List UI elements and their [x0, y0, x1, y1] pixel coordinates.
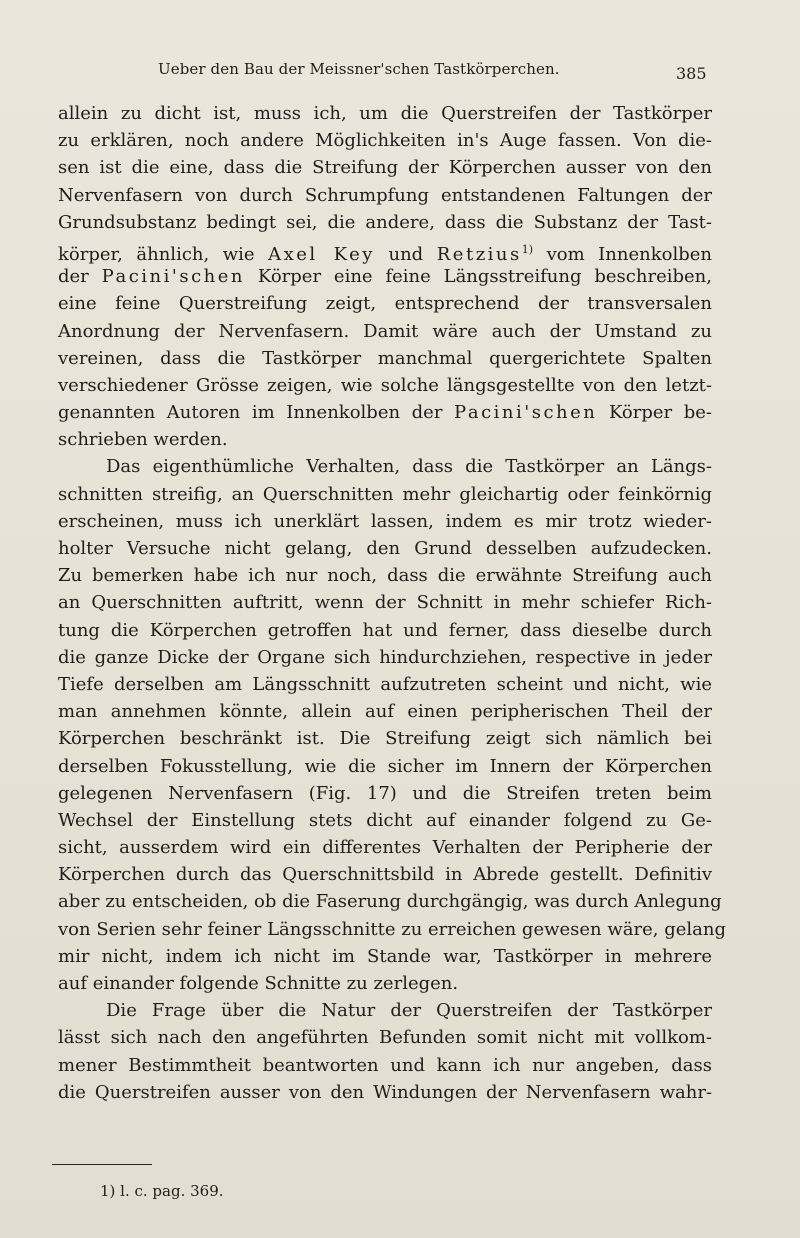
body-text — [58, 100, 726, 1106]
running-title: Ueber den Bau der Meissner'schen Tastkörperchen. — [158, 60, 560, 78]
text-line-19: an Querschnitten auftritt, wenn der Schnitt in mehr schiefer Rich- — [58, 592, 712, 614]
page-number: 385 — [676, 64, 707, 83]
text-line-6 — [58, 236, 712, 263]
text-line-32: mir nicht, indem ich nicht im Stande war, Tastkörper in mehrere — [58, 945, 712, 967]
text-line-9: Anordnung der Nervenfasern. Damit wäre auch der Umstand zu — [58, 320, 712, 342]
text-line-20: tung die Körperchen getroffen hat und ferner, dass dieselbe durch — [58, 619, 712, 641]
text-line-22: Tiefe derselben am Längsschnitt aufzutreten scheint und nicht, wie — [58, 673, 712, 695]
text-line-30: aber zu entscheiden, ob die Faserung durchgängig, was durch Anlegung — [58, 891, 722, 913]
text-line-18: Zu bemerken habe ich nur noch, dass die erwähnte Streifung auch — [58, 565, 712, 587]
footnote-divider — [52, 1164, 152, 1165]
text-line-13: schrieben werden. — [58, 429, 228, 451]
footnote: 1) l. c. pag. 369. — [100, 1182, 224, 1200]
text-line-7 — [58, 263, 712, 290]
text-line-26: gelegenen Nervenfasern (Fig. 17) und die Streifen treten beim — [58, 782, 712, 804]
text-line-12-end: Körper be- — [608, 402, 712, 424]
text-line-37: die Querstreifen ausser von den Windungen der Nervenfasern wahr- — [58, 1081, 712, 1103]
text-line-31: von Serien sehr feiner Längsschnitte zu erreichen gewesen wäre, gelang — [58, 918, 726, 940]
text-line-7-end: Körper eine feine Längsstreifung beschreiben, — [257, 266, 712, 288]
text-line-34: Die Frage über die Natur der Querstreifen der Tastkörper — [106, 1000, 712, 1022]
text-line-21: die ganze Dicke der Organe sich hindurchziehen, respective in jeder — [58, 646, 712, 668]
text-line-4: Nervenfasern von durch Schrumpfung entstandenen Faltungen der — [58, 184, 712, 206]
text-line-24: Körperchen beschränkt ist. Die Streifung zeigt sich nämlich bei — [58, 728, 712, 750]
text-line-7-start: der — [58, 266, 89, 288]
conjunction-und: und — [388, 243, 424, 265]
name-pacini-line-7: Pacini'schen — [101, 266, 245, 288]
text-line-33: auf einander folgende Schnitte zu zerlegen. — [58, 973, 459, 994]
text-line-5: Grundsubstanz bedingt sei, die andere, dass die Substanz der Tast- — [58, 211, 712, 233]
text-line-29: Körperchen durch das Querschnittsbild in Abrede gestellt. Definitiv — [58, 864, 712, 886]
text-line-27: Wechsel der Einstellung stets dicht auf einander folgend zu Ge- — [58, 809, 712, 831]
text-line-14: Das eigenthümliche Verhalten, dass die Tastkörper an Längs- — [106, 456, 712, 478]
text-line-8 — [58, 290, 712, 317]
text-line-15: schnitten streifig, an Querschnitten mehr gleichartig oder feinkörnig — [58, 483, 712, 505]
text-line-12-start: genannten Autoren im Innenkolben der — [58, 402, 443, 424]
text-line-10: vereinen, dass die Tastkörper manchmal quergerichtete Spalten — [58, 347, 712, 369]
author-name-axel-key: Axel Key — [268, 243, 375, 265]
text-line-35: lässt sich nach den angeführten Befunden somit nicht mit vollkom- — [58, 1027, 712, 1049]
text-line-23: man annehmen könnte, allein auf einen peripherischen Theil der — [58, 701, 712, 723]
footnote-marker: 1) — [521, 242, 534, 256]
text-line-3: sen ist die eine, dass die Streifung der Körperchen ausser von den — [58, 157, 712, 179]
text-line-16: erscheinen, muss ich unerklärt lassen, indem es mir trotz wieder- — [58, 510, 712, 532]
text-line-2: zu erklären, noch andere Möglichkeiten in's Auge fassen. Von die- — [58, 130, 712, 152]
text-line-28: sicht, ausserdem wird ein differentes Verhalten der Peripherie der — [58, 837, 712, 859]
text-line-17: holter Versuche nicht gelang, den Grund desselben aufzudecken. — [58, 538, 712, 559]
name-pacini-line-12: Pacini'schen — [454, 402, 598, 424]
text-line-1: allein zu dicht ist, muss ich, um die Querstreifen der Tastkörper — [58, 103, 712, 124]
author-name-retzius: Retzius — [436, 243, 522, 265]
text-line-25: derselben Fokusstellung, wie die sicher im Innern der Körperchen — [58, 755, 712, 777]
text-line-6-start: körper, ähnlich, wie — [58, 243, 255, 265]
text-line-12 — [58, 399, 712, 426]
text-line-11: verschiedener Grösse zeigen, wie solche längsgestellte von den letzt- — [58, 374, 712, 396]
text-line-36: mener Bestimmtheit beantworten und kann ich nur angeben, dass — [58, 1054, 712, 1076]
text-line-8-start: eine feine Querstreifung zeigt, entsprechend der transversalen — [58, 293, 712, 315]
text-line-6-end: vom Innenkolben — [546, 243, 712, 265]
